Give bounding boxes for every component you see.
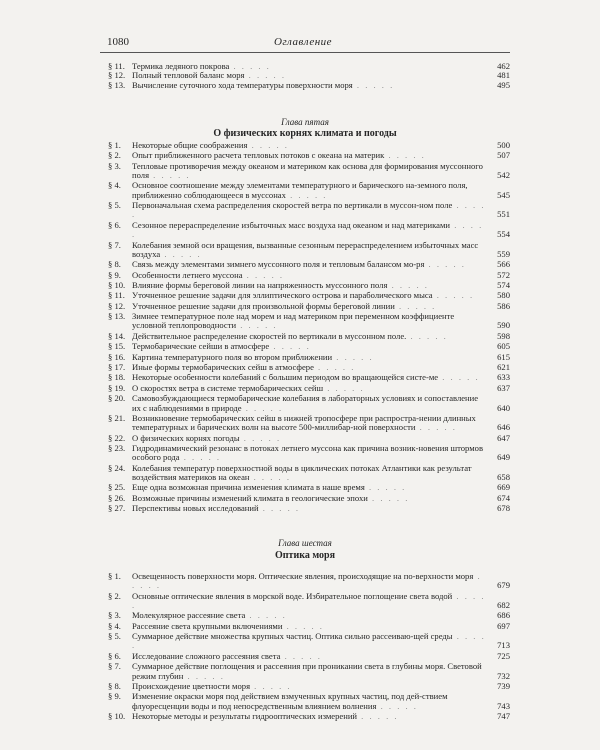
section-number: § 11. xyxy=(108,290,125,301)
section-number: § 3. xyxy=(108,610,121,621)
page-ref: 580 xyxy=(497,290,510,301)
page-ref: 566 xyxy=(497,259,510,270)
page-ref: 649 xyxy=(497,452,510,463)
section-title: Опыт приближенного расчета тепловых потоков с океана на материк . . . . . xyxy=(132,150,426,161)
toc-section-chapter-6 xyxy=(100,572,510,722)
page-ref: 615 xyxy=(497,351,510,362)
page-ref: 545 xyxy=(497,189,510,200)
section-title: Самовозбуждающиеся термобарические колебания в лабораторных условиях и сопоставление их с наблюдениями в природе . . . . . xyxy=(132,393,479,413)
section-number: § 23. xyxy=(108,442,126,453)
leader-dots: . . . . . xyxy=(415,422,457,433)
toc-entry xyxy=(100,241,510,260)
toc-entry xyxy=(100,141,510,150)
section-number: § 7. xyxy=(108,239,121,250)
page-ref: 462 xyxy=(497,61,510,71)
section-title: Действительное распределение скоростей по вертикали в муссонном поле. . . . . . xyxy=(132,330,448,341)
section-title: Термобарические сейши в атмосфере . . . . . xyxy=(132,341,311,352)
leader-dots: . . . . . xyxy=(245,610,287,621)
section-title: Первоначальная схема распределения скоростей ветра по вертикали в муссон-ном поле . . . . . xyxy=(132,200,486,220)
section-number: § 2. xyxy=(108,590,121,601)
toc-entry xyxy=(100,712,510,721)
toc-entry xyxy=(100,81,510,90)
page-ref: 669 xyxy=(497,482,510,493)
section-number: § 10. xyxy=(108,280,126,290)
page-ref: 646 xyxy=(497,422,510,433)
section-title: Освещенность поверхности моря. Оптические явления, происходящие на по-верхности моря . . . . . xyxy=(132,571,482,591)
section-title: Возникновение термобарических сейш в нижней тропосфере при распростра-нении длинных температурных и барических волн на высоте 500-миллибар-ной поверхности . . . . . xyxy=(132,412,476,433)
page-number: 1080 xyxy=(107,36,129,48)
section-number: § 5. xyxy=(108,631,121,642)
section-title: Гидродинамический резонанс в потоках летнего муссона как причина возник-новения штормов особого рода . . . . . xyxy=(132,442,483,463)
leader-dots: . . . . . xyxy=(364,482,407,493)
page-ref: 574 xyxy=(497,280,510,290)
leader-dots: . . . . . xyxy=(160,248,202,259)
section-number: § 1. xyxy=(108,140,121,150)
toc-entry xyxy=(100,260,510,269)
leader-dots: . . . . . xyxy=(241,402,284,413)
toc-entry xyxy=(100,682,510,691)
section-title: Вычисление суточного хода температуры поверхности моря . . . . . xyxy=(132,79,395,90)
section-number: § 4. xyxy=(108,620,121,631)
leader-dots: . . . . . xyxy=(332,351,374,362)
section-number: § 5. xyxy=(108,200,121,211)
toc-entry xyxy=(100,151,510,160)
toc-entry xyxy=(100,302,510,311)
toc-entry xyxy=(100,312,510,331)
section-title: Изменение окраски моря под действием взмученных крупных частиц, под дей-ствием флуоресценции воды и под непосредственным влиянием волнения . . . . . xyxy=(132,691,448,711)
leader-dots: . . . . . xyxy=(313,362,356,373)
section-title: Зимнее температурное поле над морем и над материком при переменном коэффициенте условной теплопроводности . . . . . xyxy=(132,311,455,331)
section-number: § 4. xyxy=(108,180,121,191)
toc-entry xyxy=(100,504,510,513)
page-ref: 743 xyxy=(497,700,510,711)
toc-entry xyxy=(100,464,510,483)
leader-dots: . . . . . xyxy=(250,680,292,691)
section-number: § 8. xyxy=(108,259,121,270)
leader-dots: . . . . . xyxy=(132,590,486,610)
leader-dots: . . . . . xyxy=(285,189,328,200)
page-ref: 590 xyxy=(497,320,510,331)
toc-section-chapter-5 xyxy=(100,141,510,515)
section-number: § 7. xyxy=(108,661,121,672)
toc-entry xyxy=(100,373,510,382)
leader-dots: . . . . . xyxy=(132,219,484,240)
section-title: Связь между элементами зимнего муссонного поля и тепловым балансом мо-ря . . . . . xyxy=(132,259,466,270)
section-number: § 3. xyxy=(108,160,121,171)
toc-entry xyxy=(100,632,510,651)
header-rule xyxy=(100,52,510,53)
page-ref: 679 xyxy=(497,580,510,591)
page-ref: 633 xyxy=(497,372,510,383)
leader-dots: . . . . . xyxy=(424,259,466,270)
section-title: Суммарное действие множества крупных частиц. Оптика сильно рассеиваю-щей среды . . . . . xyxy=(132,631,486,651)
toc-entry xyxy=(100,342,510,351)
section-number: § 20. xyxy=(108,393,126,404)
section-number: § 10. xyxy=(108,711,126,721)
chapter-6-label: Глава шестая xyxy=(278,538,332,548)
section-title: О физических корнях погоды . . . . . xyxy=(132,432,282,443)
section-number: § 25. xyxy=(108,482,126,493)
toc-entry xyxy=(100,434,510,443)
leader-dots: . . . . . xyxy=(323,382,365,393)
page-ref: 725 xyxy=(497,650,510,661)
page-ref: 637 xyxy=(497,382,510,393)
section-number: § 26. xyxy=(108,492,126,503)
toc-entry xyxy=(100,291,510,300)
page-ref: 551 xyxy=(497,209,510,220)
section-number: § 2. xyxy=(108,150,121,161)
leader-dots: . . . . . xyxy=(376,700,418,711)
toc-entry xyxy=(100,363,510,372)
leader-dots: . . . . . xyxy=(280,650,322,661)
leader-dots: . . . . . xyxy=(149,170,191,181)
section-number: § 16. xyxy=(108,351,126,362)
section-title: Основные оптические явления в морской воде. Избирательное поглощение света водой . . . . . xyxy=(132,590,486,610)
section-number: § 6. xyxy=(108,650,121,661)
page-ref: 559 xyxy=(497,248,510,259)
leader-dots: . . . . . xyxy=(394,300,437,311)
section-number: § 24. xyxy=(108,462,126,473)
leader-dots: . . . . . xyxy=(244,70,286,81)
section-title: Молекулярное рассеяние света . . . . . xyxy=(132,610,287,621)
section-title: Уточненное решение задачи для эллиптического острова и параболического мыса . . . . . xyxy=(132,290,475,301)
section-title: Еще одна возможная причина изменения климата в наше время . . . . . xyxy=(132,482,407,493)
section-number: § 22. xyxy=(108,432,126,443)
page-ref: 713 xyxy=(497,640,510,651)
toc-entry xyxy=(100,384,510,393)
section-number: § 18. xyxy=(108,372,126,383)
section-title: Некоторые особенности колебаний с большим периодом во вращающейся систе-ме . . . . . xyxy=(132,372,480,383)
leader-dots: . . . . . xyxy=(183,670,225,681)
leader-dots: . . . . . xyxy=(132,631,486,651)
page-ref: 572 xyxy=(497,269,510,280)
page-ref: 747 xyxy=(497,711,510,721)
section-number: § 17. xyxy=(108,362,126,373)
section-number: § 14. xyxy=(108,330,126,341)
page-ref: 586 xyxy=(497,300,510,311)
page-ref: 674 xyxy=(497,492,510,503)
leader-dots: . . . . . xyxy=(438,372,480,383)
leader-dots: . . . . . xyxy=(282,620,324,631)
toc-entry xyxy=(100,622,510,631)
section-number: § 15. xyxy=(108,341,126,352)
page-ref: 647 xyxy=(497,432,510,443)
section-title: Картина температурного поля во втором приближении . . . . . xyxy=(132,351,374,362)
page-ref: 658 xyxy=(497,471,510,482)
leader-dots: . . . . . xyxy=(132,571,482,591)
leader-dots: . . . . . xyxy=(247,140,289,150)
leader-dots: . . . . . xyxy=(269,341,311,352)
running-title: Оглавление xyxy=(273,36,333,48)
toc-entry xyxy=(100,221,510,240)
section-title: Суммарное действие поглощения и рассеяния при проникании света в глубины моря. Световой режим глубин . . . . . xyxy=(132,661,482,681)
section-title: Колебания земной оси вращения, вызванные сезонным перераспределением избыточных масс воздуха . . . . . xyxy=(132,239,479,259)
toc-entry xyxy=(100,201,510,220)
page-ref: 605 xyxy=(497,341,510,352)
section-number: § 27. xyxy=(108,503,126,514)
leader-dots: . . . . . xyxy=(432,290,475,301)
section-title: Возможные причины изменений климата в геологические эпохи . . . . . xyxy=(132,492,410,503)
chapter-5-title: О физических корнях климата и погоды xyxy=(213,128,397,139)
section-title: Термика ледяного покрова . . . . . xyxy=(132,61,271,71)
toc-entry xyxy=(100,494,510,503)
leader-dots: . . . . . xyxy=(132,200,486,220)
page-ref: 481 xyxy=(497,70,510,81)
section-title: Некоторые методы и результаты гидрооптических измерений . . . . . xyxy=(132,711,399,721)
section-number: § 13. xyxy=(108,79,126,90)
section-number: § 11. xyxy=(108,61,125,71)
chapter-6-title: Оптика моря xyxy=(275,550,335,561)
toc-section-previous xyxy=(100,62,510,90)
section-title: Происхождение цветности моря . . . . . xyxy=(132,680,292,691)
leader-dots: . . . . . xyxy=(236,320,278,331)
leader-dots: . . . . . xyxy=(242,269,285,280)
page-ref: 598 xyxy=(497,330,510,341)
toc-entry xyxy=(100,572,510,591)
leader-dots: . . . . . xyxy=(406,330,448,341)
section-number: § 6. xyxy=(108,219,121,230)
page-ref: 621 xyxy=(497,362,510,373)
toc-entry xyxy=(100,692,510,711)
page-ref: 500 xyxy=(497,140,510,150)
page-ref: 686 xyxy=(497,610,510,621)
page-ref: 554 xyxy=(497,229,510,240)
leader-dots: . . . . . xyxy=(387,280,429,290)
leader-dots: . . . . . xyxy=(249,471,291,482)
toc-entry xyxy=(100,444,510,463)
section-title: Иные формы термобарических сейш в атмосфере . . . . . xyxy=(132,362,356,373)
leader-dots: . . . . . xyxy=(357,711,399,721)
section-title: Тепловые противоречия между океаном и материком как основа для формирования муссонного поля . . . . . xyxy=(132,160,483,181)
toc-entry xyxy=(100,271,510,280)
page-ref: 697 xyxy=(497,620,510,631)
section-number: § 19. xyxy=(108,382,126,393)
section-number: § 13. xyxy=(108,311,126,322)
toc-entry xyxy=(100,181,510,200)
page-ref: 732 xyxy=(497,670,510,681)
toc-entry xyxy=(100,281,510,290)
leader-dots: . . . . . xyxy=(239,432,282,443)
leader-dots: . . . . . xyxy=(367,492,410,503)
section-title: Перспективы новых исследований . . . . . xyxy=(132,503,301,514)
section-number: § 12. xyxy=(108,70,126,81)
section-title: О скоростях ветра в системе термобарических сейш . . . . . xyxy=(132,382,365,393)
running-header xyxy=(107,36,499,50)
section-number: § 8. xyxy=(108,680,121,691)
section-title: Полный тепловой баланс моря . . . . . xyxy=(132,70,286,81)
toc-entry xyxy=(100,662,510,681)
section-number: § 21. xyxy=(108,412,126,423)
section-title: Влияние формы береговой линии на напряженность муссонного поля . . . . . xyxy=(132,280,429,290)
page-ref: 542 xyxy=(497,170,510,181)
toc-entry xyxy=(100,162,510,181)
toc-entry xyxy=(100,611,510,620)
section-number: § 1. xyxy=(108,571,121,581)
toc-entry xyxy=(100,394,510,413)
toc-entry xyxy=(100,414,510,433)
leader-dots: . . . . . xyxy=(384,150,426,161)
section-title: Уточненное решение задачи для произвольной формы береговой линии . . . . . xyxy=(132,300,437,311)
leader-dots: . . . . . xyxy=(229,61,271,71)
section-title: Некоторые общие соображения . . . . . xyxy=(132,140,289,150)
page-ref: 682 xyxy=(497,599,510,610)
section-number: § 9. xyxy=(108,269,121,280)
section-title: Исследование сложного рассеяния света . . . . . xyxy=(132,650,322,661)
chapter-5-label: Глава пятая xyxy=(281,117,329,127)
section-title: Рассеяние света крупными включениями . . . . . xyxy=(132,620,324,631)
page-ref: 640 xyxy=(497,402,510,413)
page-ref: 507 xyxy=(497,150,510,161)
section-title: Основное соотношение между элементами температурного и барического на-земного поля, приближенно соблюдающееся в муссонах . . . . . xyxy=(132,180,468,200)
page-ref: 495 xyxy=(497,79,510,90)
leader-dots: . . . . . xyxy=(258,503,301,514)
toc-entry xyxy=(100,483,510,492)
toc-entry xyxy=(100,592,510,611)
section-number: § 9. xyxy=(108,691,121,702)
toc-entry xyxy=(100,332,510,341)
section-title: Особенности летнего муссона . . . . . xyxy=(132,269,285,280)
toc-entry xyxy=(100,652,510,661)
section-title: Сезонное перераспределение избыточных масс воздуха над океаном и над материками . . . . . xyxy=(132,219,484,240)
page-ref: 678 xyxy=(497,503,510,514)
page-ref: 739 xyxy=(497,680,510,691)
leader-dots: . . . . . xyxy=(179,452,222,463)
leader-dots: . . . . . xyxy=(352,79,395,90)
toc-entry xyxy=(100,353,510,362)
section-number: § 12. xyxy=(108,300,126,311)
section-title: Колебания температур поверхностной воды в циклических потоках Атлантики как результат воздействия материков на океан . . . . . xyxy=(132,462,472,482)
